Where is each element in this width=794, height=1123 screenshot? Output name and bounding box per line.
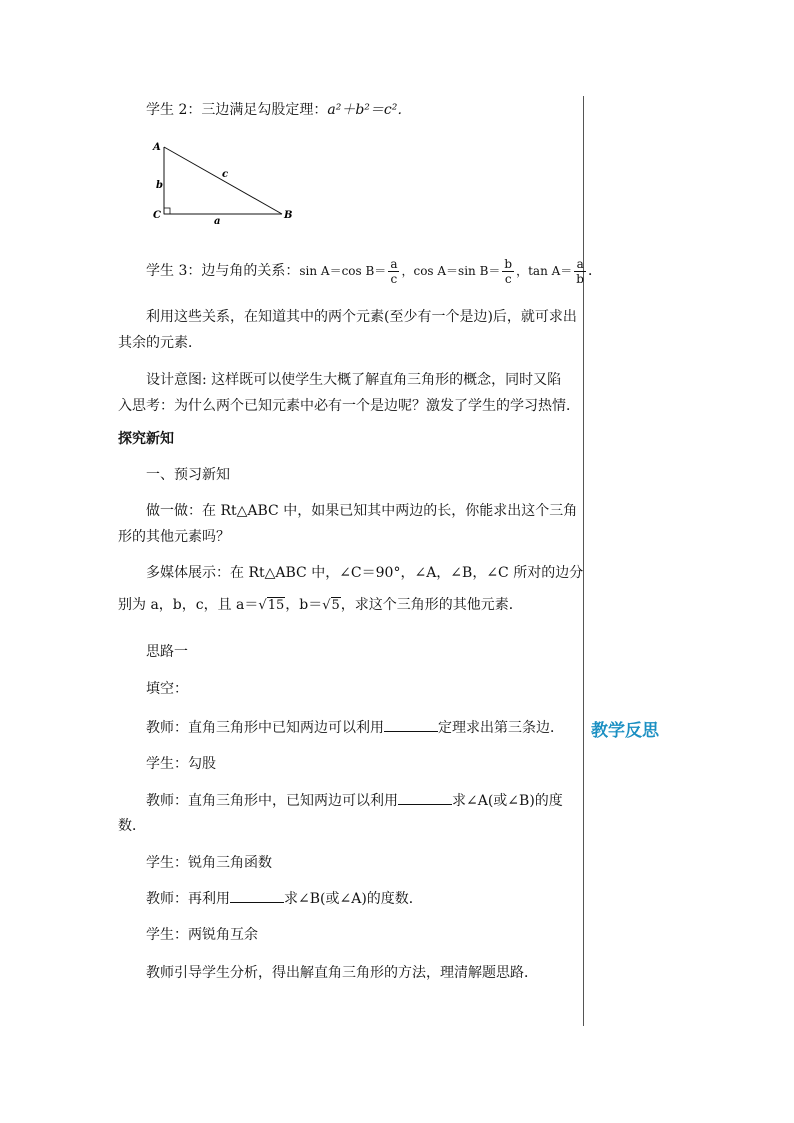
- side-b-label: b: [156, 180, 163, 191]
- right-triangle-diagram: [150, 140, 300, 230]
- student3-line: [146, 254, 602, 288]
- vertex-b-label: B: [284, 210, 293, 221]
- subsection-title: 一、预习新知: [146, 467, 230, 483]
- section-heading: 探究新知: [118, 431, 174, 447]
- frac-num: a: [574, 257, 586, 272]
- para4-text-a: 别为 a，b，c，且 a＝: [118, 597, 259, 613]
- frac-den: c: [390, 271, 398, 286]
- teacher-q1-end: 定理求出第三条边．: [438, 720, 564, 736]
- blank-1: [384, 717, 438, 732]
- teaching-reflection-title: 教学反思: [591, 721, 659, 741]
- teacher-q3-text: 教师：再利用: [146, 891, 230, 907]
- para1-line1: 利用这些关系，在知道其中的两个元素(至少有一个是边)后，就可求出: [146, 309, 577, 325]
- para4-text-b: ，b＝: [285, 597, 323, 613]
- fraction-a-c: [388, 257, 399, 286]
- frac-num: b: [504, 256, 513, 271]
- teacher-q3-end: 求∠B(或∠A)的度数．: [284, 891, 423, 907]
- sin-expr: sin A＝cos B＝: [299, 264, 387, 278]
- student-a2: 学生：锐角三角函数: [146, 855, 272, 871]
- side-a-label: a: [214, 216, 221, 227]
- student3-text: 学生 3：边与角的关系：: [146, 263, 300, 279]
- para1-line2: 其余的元素．: [118, 335, 202, 351]
- side-c-label: c: [222, 169, 229, 180]
- tan-expr: ，tan A＝: [516, 264, 573, 278]
- student2-text: 学生 2：三边满足勾股定理：: [146, 102, 328, 118]
- para4-line1: 多媒体展示：在 Rt△ABC 中，∠C＝90°，∠A，∠B，∠C 所对的边分: [146, 565, 584, 581]
- frac-den: c: [504, 271, 512, 286]
- para2-line2: 入思考：为什么两个已知元素中必有一个是边呢？激发了学生的学习热情．: [118, 398, 580, 414]
- period: ．: [587, 263, 602, 279]
- sqrt-5: √5: [322, 598, 340, 613]
- vertex-c-label: C: [153, 210, 161, 221]
- radicand: 5: [331, 598, 340, 613]
- teacher-summary: 教师引导学生分析，得出解直角三角形的方法，理清解题思路．: [146, 965, 538, 981]
- para4-line2: [118, 592, 523, 619]
- fraction-a-b: [574, 257, 586, 286]
- radicand: 15: [267, 598, 285, 613]
- para3-line1: 做一做：在 Rt△ABC 中，如果已知其中两边的长，你能求出这个三角: [146, 503, 578, 519]
- fill-in-label: 填空：: [146, 681, 188, 697]
- teacher-q1-text: 教师：直角三角形中已知两边可以利用: [146, 720, 384, 736]
- teacher-q2-text: 教师：直角三角形中，已知两边可以利用: [146, 793, 398, 809]
- teacher-q2-cont: 数．: [118, 818, 146, 834]
- frac-num: a: [390, 256, 398, 271]
- teacher-q2: [146, 788, 563, 814]
- para4-text-c: ，求这个三角形的其他元素．: [340, 597, 523, 613]
- blank-3: [230, 888, 284, 903]
- student2-line: [146, 97, 411, 123]
- para3-line2: 形的其他元素吗？: [118, 529, 230, 545]
- para2-line1: 设计意图: 这样既可以使学生大概了解直角三角形的概念，同时又陷: [146, 372, 562, 388]
- student-a1: 学生：勾股: [146, 756, 216, 772]
- teacher-q2-end: 求∠A(或∠B)的度: [452, 793, 563, 809]
- pythagoras-formula: a²＋b²＝c²．: [327, 102, 412, 118]
- teacher-q1: [146, 715, 564, 741]
- student-a3: 学生：两锐角互余: [146, 927, 258, 943]
- vertex-a-label: A: [153, 142, 161, 153]
- cos-expr: ，cos A＝sin B＝: [401, 264, 501, 278]
- blank-2: [398, 790, 452, 805]
- teacher-q3: [146, 886, 423, 912]
- frac-den: b: [576, 271, 584, 286]
- sqrt-15: √15: [258, 598, 285, 613]
- idea-one: 思路一: [146, 644, 188, 660]
- fraction-b-c: [502, 257, 514, 286]
